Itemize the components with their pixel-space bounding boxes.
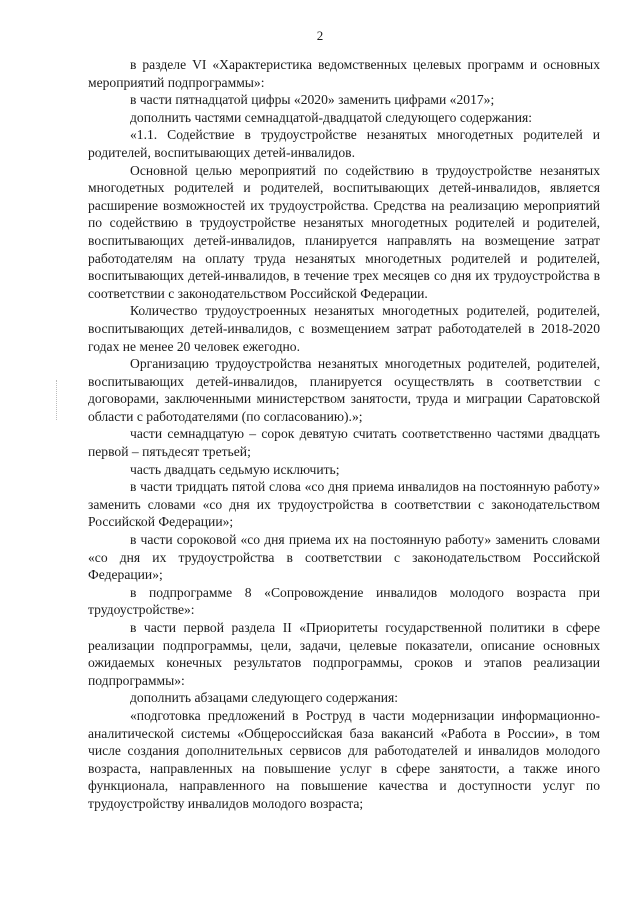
paragraph: в разделе VI «Характеристика ведомственных целевых программ и основных мероприятий подпрограммы»: <box>88 57 600 90</box>
paragraph: дополнить абзацами следующего содержания: <box>130 690 399 706</box>
page-number: 2 <box>316 28 324 43</box>
paragraph: в подпрограмме 8 «Сопровождение инвалидов молодого возраста при трудоустройстве»: <box>88 584 600 618</box>
margin-scan-mark <box>56 380 59 420</box>
paragraph: Организацию трудоустройства незанятых многодетных родителей, родителей, воспитывающих детей-инвалидов, планируется осуществлять в соответствии с договорами, заключенными министерством занятости, труда и миграции Саратовской области с работодателями (по согласованию).»; <box>88 356 600 424</box>
paragraph: части семнадцатую – сорок девятую считать соответственно частями двадцать первой – пятьдесят третьей; <box>88 426 600 460</box>
paragraph: часть двадцать седьмую исключить; <box>130 461 340 477</box>
paragraph: Количество трудоустроенных незанятых многодетных родителей, родителей, воспитывающих детей-инвалидов, с возмещением затрат работодателей в 2018-2020 годах не менее 20 человек ежегодно. <box>88 303 600 354</box>
paragraph: в части сороковой «со дня приема их на постоянную работу» заменить словами «со дня их трудоустройства в соответствии с законодательством Российской Федерации»; <box>88 532 600 583</box>
document-body <box>88 56 600 813</box>
paragraph: «1.1. Содействие в трудоустройстве незанятых многодетных родителей и родителей, воспитывающих детей-инвалидов. <box>88 127 600 160</box>
paragraph: «подготовка предложений в Роструд в части модернизации информационно-аналитической системы «Общероссийская база вакансий «Работа в России», в том числе создания дополнительных сервисов для работодателей и инвалидов молодого возраста, направленных на повышение услуг в сфере занятости, а также иного функционала, направленного на повышение качества и доступности услуг по трудоустройству инвалидов молодого возраста; <box>88 707 600 811</box>
paragraph: Основной целью мероприятий по содействию в трудоустройстве незанятых многодетных родителей и родителей, воспитывающих детей-инвалидов, является расширение возможностей их трудоустройства. Средства на реализацию мероприятий по содействию в трудоустройстве незанятых многодетных родителей и родителей, воспитывающих детей-инвалидов, планируется направлять на возмещение затрат работодателям на оплату труда незанятых многодетных родителей и родителей, воспитывающих детей-инвалидов, в течение трех месяцев со дня их трудоустройства в соответствии с законодательством Российской Федерации. <box>88 162 600 301</box>
paragraph: в части тридцать пятой слова «со дня приема инвалидов на постоянную работу» заменить словами «со дня их трудоустройства в соответствии с законодательством Российской Федерации»; <box>88 479 600 530</box>
paragraph: в части первой раздела II «Приоритеты государственной политики в сфере реализации подпрограммы, цели, задачи, целевые показатели, описание основных ожидаемых конечных результатов подпрограммы, сроков и этапов реализации подпрограммы»: <box>88 620 600 688</box>
paragraph: дополнить частями семнадцатой-двадцатой следующего содержания: <box>130 109 533 125</box>
paragraph: в части пятнадцатой цифры «2020» заменить цифрами «2017»; <box>130 92 495 108</box>
